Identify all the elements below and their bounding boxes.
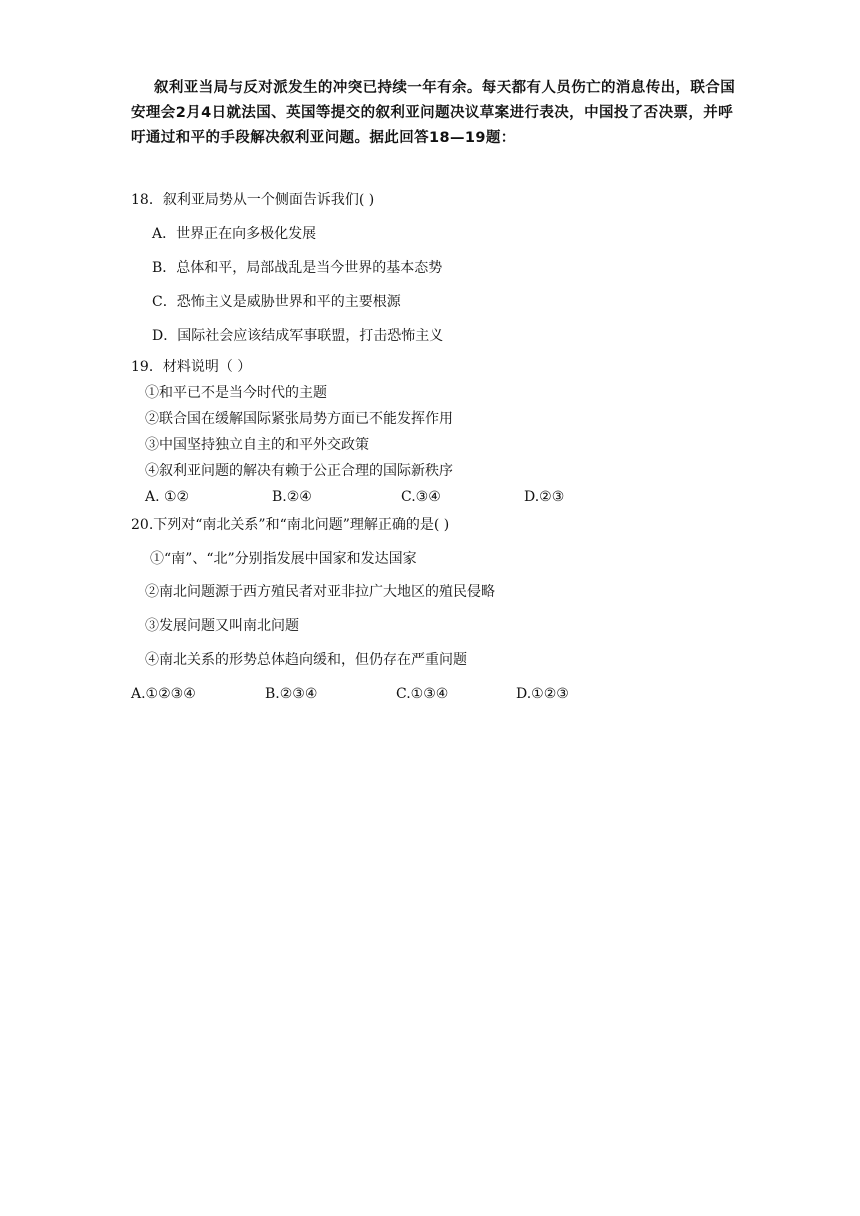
- question-20-stem: 20.下列对“南北关系”和“南北问题”理解正确的是( ): [131, 517, 450, 533]
- question-19-choice-c: C.③④: [401, 489, 441, 505]
- question-18-option-d: D．国际社会应该结成军事联盟，打击恐怖主义: [152, 328, 444, 344]
- question-18-option-a: A．世界正在向多极化发展: [152, 226, 317, 242]
- question-18-option-b: B．总体和平，局部战乱是当今世界的基本态势: [152, 260, 443, 276]
- question-20-choice-d: D.①②③: [516, 686, 569, 702]
- question-20-statement-3: ③发展问题又叫南北问题: [145, 618, 299, 634]
- question-19-choice-b: B.②④: [272, 489, 312, 505]
- question-19-statement-4: ④叙利亚问题的解决有赖于公正合理的国际新秩序: [145, 463, 453, 479]
- question-20-choice-b: B.②③④: [265, 686, 318, 702]
- question-20-choice-c: C.①③④: [396, 686, 449, 702]
- question-18-stem: 18．叙利亚局势从一个侧面告诉我们( ): [131, 192, 375, 208]
- question-20-statement-1: ①“南”、“北”分别指发展中国家和发达国家: [150, 551, 417, 567]
- question-20-statement-2: ②南北问题源于西方殖民者对亚非拉广大地区的殖民侵略: [145, 584, 495, 600]
- question-20-choice-a: A.①②③④: [131, 686, 196, 702]
- question-19-choice-a: A. ①②: [145, 489, 190, 505]
- question-18-option-c: C．恐怖主义是威胁世界和平的主要根源: [152, 294, 401, 310]
- reading-passage: 叙利亚当局与反对派发生的冲突已持续一年有余。每天都有人员伤亡的消息传出，联合国安理会2月4日就法国、英国等提交的叙利亚问题决议草案进行表决，中国投了否决票，并呼吁通过和平的手段解决叙利亚问题。据此回答18—19题：: [131, 80, 736, 146]
- question-19-statement-1: ①和平已不是当今时代的主题: [145, 385, 327, 401]
- question-19-stem: 19．材料说明（ ）: [131, 359, 252, 375]
- question-19-statement-2: ②联合国在缓解国际紧张局势方面已不能发挥作用: [145, 411, 453, 427]
- question-19-statement-3: ③中国坚持独立自主的和平外交政策: [145, 437, 369, 453]
- question-20-statement-4: ④南北关系的形势总体趋向缓和，但仍存在严重问题: [145, 652, 467, 668]
- question-19-choice-d: D.②③: [524, 489, 565, 505]
